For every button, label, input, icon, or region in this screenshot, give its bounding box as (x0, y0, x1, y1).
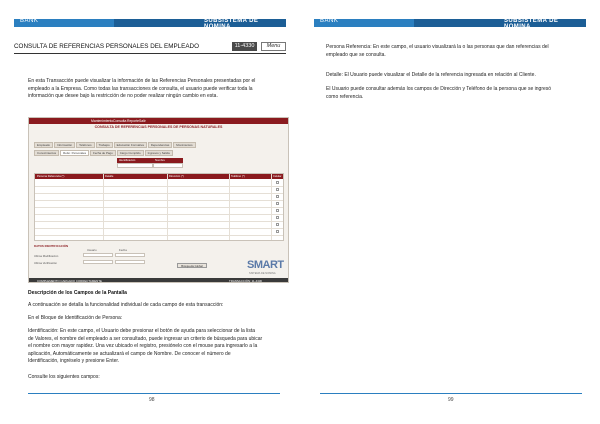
grid-row[interactable] (35, 214, 283, 215)
body-paragraph (28, 328, 290, 366)
menu-item-reporte[interactable]: Reporte (127, 119, 140, 123)
intro-paragraph (28, 78, 290, 101)
page-title: CONSULTA DE REFERENCIAS PERSONALES DEL EMPLEADO (14, 43, 199, 50)
celular-checkbox[interactable] (276, 230, 279, 233)
ultima-verificacion-fecha (115, 260, 145, 264)
ultima-modificacion-label: Ultima Modificación (34, 254, 59, 258)
right-line: Detalle: El Usuario puede visualizar el Detalle de la referencia ingresada en relación al Cliente. (326, 72, 536, 78)
grid-row[interactable] (35, 207, 283, 208)
celular-checkbox[interactable] (276, 181, 279, 184)
fecha-header: Fecha (119, 248, 127, 252)
tab-dependencias[interactable]: Dependencias (148, 142, 172, 148)
tab-movimientos[interactable]: Movimientos (173, 142, 195, 148)
col-persona-referencia: Persona Referencia (*) (37, 175, 65, 178)
intro-line: información que desee bajo la restricción de no poder realizar ningún cambio en esta. (28, 93, 218, 99)
col-celular: Celular (273, 175, 282, 178)
page-header (314, 18, 586, 30)
grid-header (35, 174, 283, 179)
celular-checkbox[interactable] (276, 202, 279, 205)
grid-row[interactable] (35, 186, 283, 187)
tab-educacion[interactable]: Educación Formativa (114, 142, 147, 148)
busqueda-global-button[interactable]: Búsqueda Global (177, 263, 207, 268)
transaction-code: 11-4330 (232, 42, 257, 51)
body-line: Consulte los siguientes campos: (28, 374, 100, 380)
title-rule (14, 53, 286, 54)
ultima-verificacion-usuario (83, 260, 113, 264)
right-paragraph (326, 72, 588, 80)
grid-row[interactable] (35, 228, 283, 229)
right-line: Persona Referencia: En este campo, el usuario visualizará la o las personas que dan referencias del (326, 44, 549, 50)
celular-checkbox[interactable] (276, 223, 279, 226)
smart-logo-subtext: SISTEMA DE NOMINA (249, 272, 276, 275)
grid-row[interactable] (35, 235, 283, 236)
tab-conocimientos[interactable]: Conocimientos (34, 150, 59, 156)
menu-item-salir[interactable]: Salir (139, 119, 146, 123)
menu-label: Menu (261, 42, 286, 51)
references-grid (34, 173, 284, 241)
status-bar (29, 278, 288, 283)
subsystem-label: SUBSISTEMA DE NOMINA (504, 18, 559, 30)
col-detalle: Detalle (105, 175, 114, 178)
ultima-verificacion-label: Ultima Verificación (34, 261, 58, 265)
tab-telefonos[interactable]: Teléfonos (76, 142, 94, 148)
body-line: el nombre con mayor rapidez. Una vez ubicado el registro, presiónelo con el mouse para ingresarlo a la (28, 343, 258, 349)
page-number: 98 (149, 397, 155, 403)
app-menu-bar (29, 118, 288, 124)
body-line: de Valores, el nombre del empleado a ser consultado, puede ingresar un criterio de búsqueda para ubicar (28, 335, 263, 342)
grid-row[interactable] (35, 200, 283, 201)
bank-label: BANK (320, 18, 339, 24)
body-paragraph (28, 302, 290, 310)
tab-refer-personales[interactable]: Refer. Personales (60, 150, 89, 156)
body-line: A continuación se detalla la funcionalidad individual de cada campo de esta transacción: (28, 302, 224, 308)
body-paragraph (28, 374, 290, 382)
menu-item-mantenimiento[interactable]: Mantenimiento (91, 119, 114, 123)
body-line: aplicación, Automáticamente se actualizará el campo de Nombre. De conocer el número de (28, 350, 231, 357)
status-transaction: TRANSACCIÓN: 11-4330 (229, 279, 263, 283)
body-line: Identificación, ingréselo y presione Enter. (28, 358, 120, 364)
body-line: En el Bloque de Identificación de Persona: (28, 315, 123, 321)
page-number: 99 (448, 397, 454, 403)
tab-ingresos-salida[interactable]: Ingresos y Salida (145, 150, 173, 156)
tabs-row-1 (34, 142, 196, 148)
footer-rule (320, 393, 582, 394)
grid-row[interactable] (35, 221, 283, 222)
ultima-modificacion-fecha (115, 253, 145, 257)
identificacion-header: Identificación (117, 158, 153, 163)
tab-fecha-pago[interactable]: Fecha de Pago (90, 150, 116, 156)
right-page (300, 0, 600, 424)
ultima-modificacion-usuario (83, 253, 113, 257)
identificacion-input[interactable] (117, 163, 153, 168)
body-line: Identificación: En este campo, el Usuario debe presionar el botón de ayuda para seleccionar de la lista (28, 328, 256, 334)
subsystem-label: SUBSISTEMA DE NOMINA (204, 18, 259, 30)
celular-checkbox[interactable] (276, 216, 279, 219)
intro-line: empleado a la Empresa. Como todas las transacciones de consulta, el usuario puede verificar toda la (28, 85, 253, 92)
nombre-header: Nombre (153, 158, 183, 163)
col-direccion: Dirección (*) (169, 175, 184, 178)
tab-informacion[interactable]: Información (54, 142, 75, 148)
bank-label: BANK (20, 18, 39, 24)
title-row (14, 43, 286, 53)
app-screenshot (28, 117, 289, 283)
tab-trabajos[interactable]: Trabajos (96, 142, 113, 148)
tabs-row-2 (34, 150, 173, 156)
usuario-header: Usuario (87, 248, 97, 252)
tab-empleado[interactable]: Empleado (34, 142, 53, 148)
intro-line: En esta Transacción puede visualizar la información de las Referencias Personales presentadas por el (28, 78, 256, 84)
right-paragraph (326, 44, 588, 59)
page-header (14, 18, 286, 30)
menu-item-consulta[interactable]: Consulta (113, 119, 127, 123)
smart-logo: SMART (247, 259, 284, 271)
celular-checkbox[interactable] (276, 195, 279, 198)
celular-checkbox[interactable] (276, 188, 279, 191)
status-message: COMPLEMENTO CARGADO CORRECTAMENTE (37, 279, 102, 283)
col-telefono: Teléfono (*) (231, 175, 245, 178)
tab-cargo-cumplido[interactable]: Cargo Cumplido (117, 150, 144, 156)
form-title: CONSULTA DE REFERENCIAS PERSONALES DE PERSONAS NATURALES (94, 125, 223, 129)
grid-row[interactable] (35, 193, 283, 194)
right-line: empleado que se consulta. (326, 51, 386, 58)
celular-checkbox[interactable] (276, 209, 279, 212)
footer-rule (28, 393, 280, 394)
right-paragraph (326, 86, 588, 101)
body-paragraph (28, 315, 290, 323)
nombre-input[interactable] (153, 163, 183, 168)
right-line: El Usuario puede consultar además los campos de Dirección y Teléfono de la persona que se ingresó (326, 86, 552, 92)
section-datos-identificacion: DATOS IDENTIFICACIÓN (34, 244, 69, 248)
section-heading: Descripción de los Campos de la Pantalla (28, 290, 127, 296)
right-line: como referencia. (326, 93, 364, 100)
